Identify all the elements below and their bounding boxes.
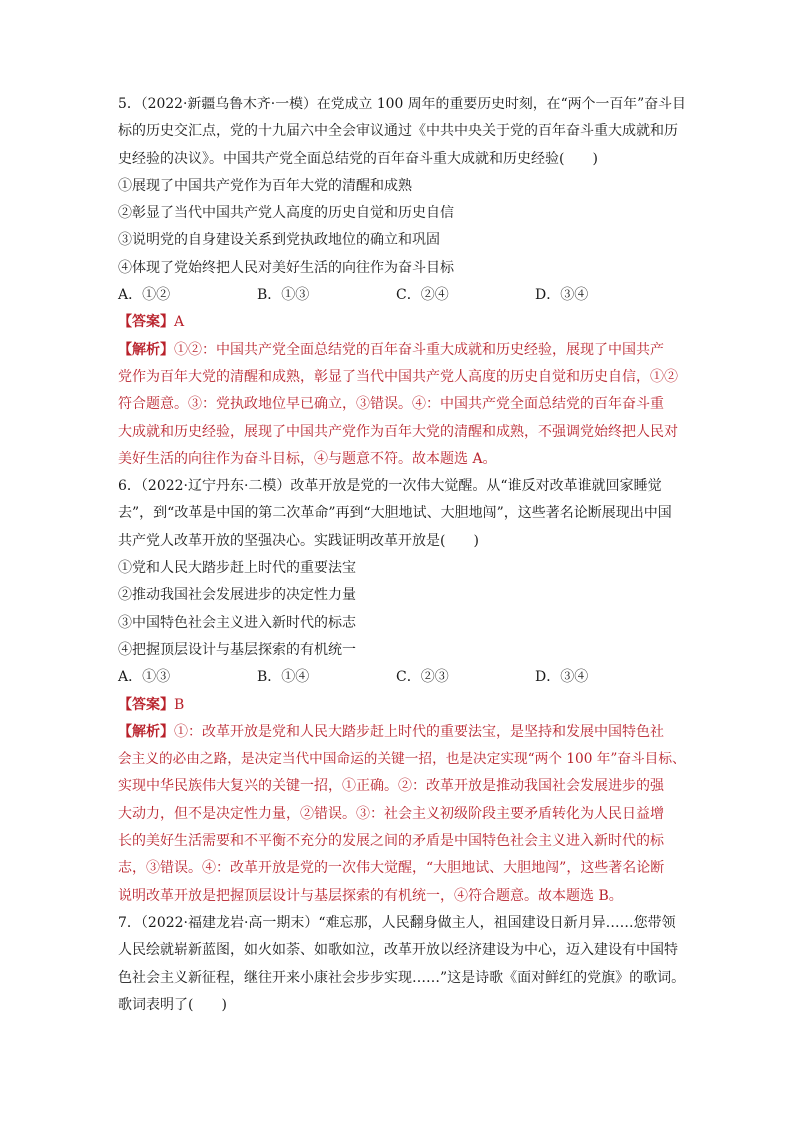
statement-item: ④体现了党始终把人民对美好生活的向往作为奋斗目标 [118, 259, 454, 276]
analysis-label: 【解析】 [118, 723, 174, 740]
analysis-line: 美好生活的向往作为奋斗目标，④与题意不符。故本题选 A。 [118, 450, 497, 467]
option-b: B．①③ [257, 287, 310, 304]
document-content [118, 91, 686, 1019]
analysis-line [118, 337, 686, 364]
option-c: C．②④ [396, 287, 449, 304]
analysis-line: 实现中华民族伟大复兴的关键一招，①正确。②：改革开放是推动我国社会发展进步的强 [118, 778, 664, 795]
analysis-line: 说明改革开放是把握顶层设计与基层探索的有机统一，④符合题意。故本题选 B。 [118, 887, 623, 904]
statement-item: ①党和人民大踏步赶上时代的重要法宝 [118, 560, 356, 577]
answer-value: A [174, 314, 185, 331]
analysis-text: ①：改革开放是党和人民大踏步赶上时代的重要法宝，是坚持和发展中国特色社 [174, 723, 664, 740]
question-stem-line: 7．（2022·福建龙岩·高一期末）“难忘那，人民翻身做主人，祖国建设日新月异……您带领 [118, 914, 676, 931]
statement-item: ③中国特色社会主义进入新时代的标志 [118, 614, 356, 631]
question-stem-line: 色社会主义新征程，继往开来小康社会步步实现……”这是诗歌《面对鲜红的党旗》的歌词。 [118, 969, 686, 986]
answer-line [118, 692, 686, 719]
analysis-line: 大成就和历史经验，展现了中国共产党作为百年大党的清醒和成熟，不强调党始终把人民对 [118, 423, 678, 440]
analysis-text: ①②：中国共产党全面总结党的百年奋斗重大成就和历史经验，展现了中国共产 [174, 341, 664, 358]
analysis-line: 大动力，但不是决定性力量，②错误。③：社会主义初级阶段主要矛盾转化为人民日益增 [118, 805, 664, 822]
analysis-line: 符合题意。③：党执政地位早已确立，③错误。④：中国共产党全面总结党的百年奋斗重 [118, 396, 664, 413]
question-stem-line: 史经验的决议》。中国共产党全面总结党的百年奋斗重大成就和历史经验( ) [118, 150, 598, 167]
answer-label: 【答案】 [118, 696, 174, 713]
question-6 [118, 473, 686, 910]
question-stem-line: 标的历史交汇点，党的十九届六中全会审议通过《中共中央关于党的百年奋斗重大成就和历 [118, 123, 678, 140]
question-stem-line: 去”，到“改革是中国的第二次革命”再到“大胆地试、大胆地闯”，这些著名论断展现出中国 [118, 505, 672, 522]
answer-label: 【答案】 [118, 314, 174, 331]
answer-options [118, 664, 686, 691]
analysis-line [118, 719, 686, 746]
option-c: C．②③ [396, 669, 449, 686]
statement-item: ④把握顶层设计与基层探索的有机统一 [118, 641, 356, 658]
question-stem-line: 6．（2022·辽宁丹东·二模）改革开放是党的一次伟大觉醒。从“谁反对改革谁就回家睡觉 [118, 478, 662, 495]
analysis-line: 会主义的必由之路，是决定当代中国命运的关键一招，也是决定实现“两个 100 年”奋斗目标、 [118, 751, 686, 768]
answer-options [118, 282, 686, 309]
option-b: B．①④ [257, 669, 310, 686]
question-7 [118, 910, 686, 1019]
question-stem-line: 共产党人改革开放的坚强决心。实践证明改革开放是( ) [118, 532, 479, 549]
answer-line [118, 309, 686, 336]
question-stem-line: 人民绘就崭新蓝图，如火如荼、如歌如泣，改革开放以经济建设为中心，迈入建设有中国特 [118, 942, 678, 959]
question-5 [118, 91, 686, 473]
statement-item: ②彰显了当代中国共产党人高度的历史自觉和历史自信 [118, 205, 454, 222]
option-d: D．③④ [535, 669, 589, 686]
answer-value: B [174, 696, 185, 713]
option-d: D．③④ [535, 287, 589, 304]
analysis-line: 长的美好生活需要和不平衡不充分的发展之间的矛盾是中国特色社会主义进入新时代的标 [118, 833, 664, 850]
analysis-line: 志，③错误。④：改革开放是党的一次伟大觉醒，“大胆地试、大胆地闯”，这些著名论断 [118, 860, 665, 877]
statement-item: ③说明党的自身建设关系到党执政地位的确立和巩固 [118, 232, 440, 249]
option-a: A．①② [118, 287, 171, 304]
statement-item: ②推动我国社会发展进步的决定性力量 [118, 587, 356, 604]
analysis-label: 【解析】 [118, 341, 174, 358]
analysis-line: 党作为百年大党的清醒和成熟，彰显了当代中国共产党人高度的历史自觉和历史自信，①② [118, 368, 678, 385]
question-stem-line: 歌词表明了( ) [118, 996, 227, 1013]
option-a: A．①③ [118, 669, 171, 686]
question-stem-line: 5．（2022·新疆乌鲁木齐·一模）在党成立 100 周年的重要历史时刻，在“两个一百年”奋斗目 [118, 96, 686, 112]
statement-item: ①展现了中国共产党作为百年大党的清醒和成熟 [118, 177, 412, 194]
